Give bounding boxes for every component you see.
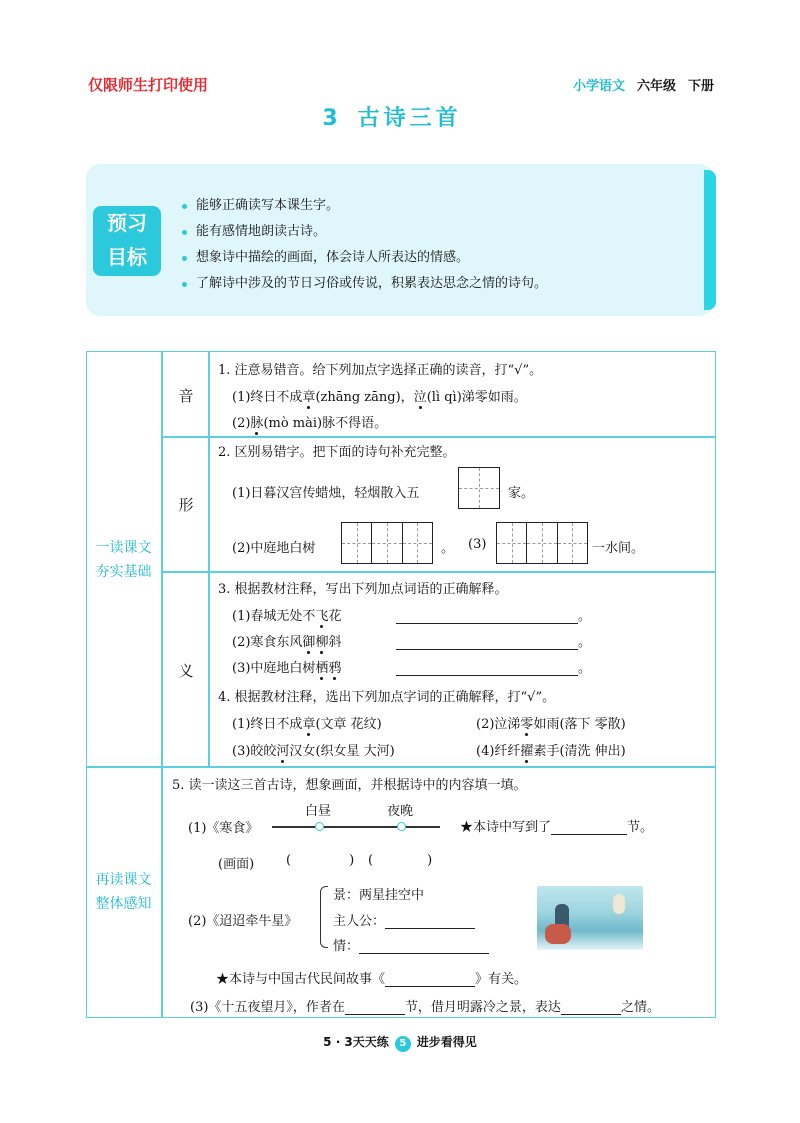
text: (3)《十五夜望月》，作者在 [190,1000,345,1015]
text: ★本诗中写到了 [460,820,552,835]
meaning-choice[interactable]: 如雨(落下 零散) [533,717,626,732]
section1-label [86,536,161,584]
text: 。 [578,661,592,676]
term-label: 下册 [687,79,714,94]
book-info [573,75,714,94]
question-3-item-3 [232,657,341,676]
goal-item: 能够正确读写本课生字。 [182,193,547,219]
lesson-name: 古诗三首 [357,106,462,131]
dotted-char: 章 [302,717,316,732]
answer-line-protagonist[interactable] [385,915,475,929]
text: (3) [232,744,251,759]
dotted-char: 零 [520,717,534,732]
answer-line-festival[interactable] [551,821,627,835]
answer-line-3-2[interactable] [396,631,591,650]
dotted-char: 鸦 [328,661,342,676]
goal-item: 能有感情地朗读古诗。 [182,219,547,245]
text: (2) [232,416,251,431]
answer-line-festival-3[interactable] [345,1001,405,1015]
text: (2)寒食东风 [232,635,303,650]
char-grid-1[interactable] [458,467,500,509]
dotted-char: 栖 [315,661,329,676]
text: ( [368,853,374,868]
text: 之情。 [620,1000,660,1015]
timeline-node-night [397,822,406,831]
question-2-item-3: (3) [468,537,487,552]
question-2-item-1-end: 家。 [508,486,535,501]
text: ) [427,853,433,868]
text: 》有关。 [475,972,528,987]
pinyin-choice[interactable]: (zhāng zāng)， [315,390,414,405]
dotted-char: 柳 [315,635,329,650]
question-2-item-2-end: 。 [441,541,455,556]
question-4-item-1 [232,713,382,732]
goals-badge-line2: 目标 [107,245,147,269]
poem-2-story [216,968,527,987]
goal-item: 想象诗中描绘的画面，体会诗人所表达的情感。 [182,245,547,271]
pinyin-choice[interactable]: (mò mài)脉不得语。 [263,416,388,431]
text: 主人公： [333,914,386,929]
print-notice: 仅限师生打印使用 [88,76,209,94]
scene-blank-day[interactable] [286,853,354,868]
column-divider-2 [208,351,210,767]
text: (画面) [218,857,255,872]
goal-item: 了解诗中涉及的节日习俗或传说，积累表达思念之情的诗句。 [182,271,547,297]
question-2-item-2: (2)中庭地白树 [232,541,316,556]
poem-1-festival [460,816,653,835]
footer [0,1033,800,1052]
subject-label: 小学语文 [572,79,625,94]
meaning-choice[interactable]: (织女星 大河) [315,744,395,759]
question-4-item-3 [232,740,395,759]
meaning-choice[interactable]: 素手(清洗 伸出) [533,744,626,759]
grade-label: 六年级 [636,79,676,94]
goals-panel-edge [704,170,716,310]
footer-slogan: 进步看得见 [416,1035,477,1049]
text: ( [286,853,292,868]
question-1-item-2 [232,412,387,431]
text: ) [349,853,355,868]
dotted-char: 脉 [250,416,264,431]
section2-label [86,868,161,916]
category-xing: 形 [178,496,194,514]
dotted-char: 擢 [520,744,534,759]
text: (3)中庭地白树 [232,661,316,676]
row-divider-2 [161,571,716,573]
timeline-day-label: 白昼 [305,804,332,819]
timeline-night-label: 夜晚 [387,804,414,819]
goals-badge-line1: 预习 [107,211,147,235]
text: 斜 [328,635,342,650]
poem-3-question [190,996,660,1015]
question-4: 4. 根据教材注释，选出下列加点字词的正确解释，打“√”。 [218,690,556,705]
text: 节。 [627,820,654,835]
poem-2-scene: 景：两星挂空中 [333,888,425,903]
question-2-item-3-end: 一水间。 [592,541,645,556]
goals-badge [93,206,161,276]
poem-2-emotion [333,935,489,954]
answer-line-emotion[interactable] [359,940,489,954]
text: (2)泣涕 [476,717,521,732]
poem-1-label: (1)《寒食》 [188,821,259,836]
text: ★本诗与中国古代民间故事《 [216,972,386,987]
lesson-title [0,101,800,132]
question-3: 3. 根据教材注释，写出下列加点词语的正确解释。 [218,582,508,597]
char-grid-3[interactable] [496,522,588,564]
row-divider-1 [161,436,716,438]
answer-line-emotion-3[interactable] [561,1001,621,1015]
text: (4)纤纤 [476,744,521,759]
text: 情： [333,939,360,954]
category-yi: 义 [178,662,194,680]
question-1: 1. 注意易错音。给下列加点字选择正确的读音，打“√”。 [218,363,543,378]
scene-blank-night[interactable] [368,853,432,868]
text: (1)春城无处不 [232,609,316,624]
goals-list [182,193,547,297]
text: (1)终日不成 [232,390,303,405]
question-4-item-4 [476,740,626,759]
brace [320,886,328,948]
answer-line-3-3[interactable] [396,657,591,676]
text: 。 [578,635,592,650]
text: 。 [578,609,592,624]
row-divider-3 [86,766,716,768]
cowherd-weaver-illustration [537,886,643,950]
question-1-item-1 [232,386,527,405]
column-divider-1 [161,351,163,1018]
question-2: 2. 区别易错字。把下面的诗句补充完整。 [218,445,456,460]
char-grid-2[interactable] [341,522,433,564]
pinyin-choice[interactable]: (lì qì)涕零如雨。 [426,390,527,405]
poem-1-scene [218,853,254,872]
timeline-line [272,826,440,828]
section1-label-line1: 一读课文 [95,540,152,556]
dotted-char: 飞 [315,609,329,624]
answer-line-3-1[interactable] [396,605,591,624]
dotted-char: 泣 [413,390,427,405]
poem-2-label: (2)《迢迢牵牛星》 [188,914,298,929]
timeline-node-day [315,822,324,831]
lesson-number: 3 [322,106,342,131]
dotted-char: 皎皎河汉女 [250,744,316,759]
text: 节，借月明露冷之景，表达 [404,1000,561,1015]
footer-badge: 5 [395,1036,411,1052]
section2-label-line1: 再读课文 [95,872,152,888]
text: (1)终日不成 [232,717,303,732]
category-yin: 音 [178,387,194,405]
question-5: 5. 读一读这三首古诗，想象画面，并根据诗中的内容填一填。 [172,778,527,793]
section1-label-line2: 夯实基础 [95,564,152,580]
meaning-choice[interactable]: (文章 花纹) [315,717,382,732]
dotted-char: 御 [302,635,316,650]
text: 花 [328,609,342,624]
poem-2-protagonist [333,910,475,929]
dotted-char: 章 [302,390,316,405]
question-3-item-1 [232,605,341,624]
question-3-item-2 [232,631,341,650]
section2-label-line2: 整体感知 [95,896,152,912]
footer-brand: 5 · 3天天练 [323,1035,389,1049]
answer-line-story[interactable] [385,973,475,987]
question-4-item-2 [476,713,626,732]
question-2-item-1: (1)日暮汉宫传蜡烛，轻烟散入五 [232,486,420,501]
